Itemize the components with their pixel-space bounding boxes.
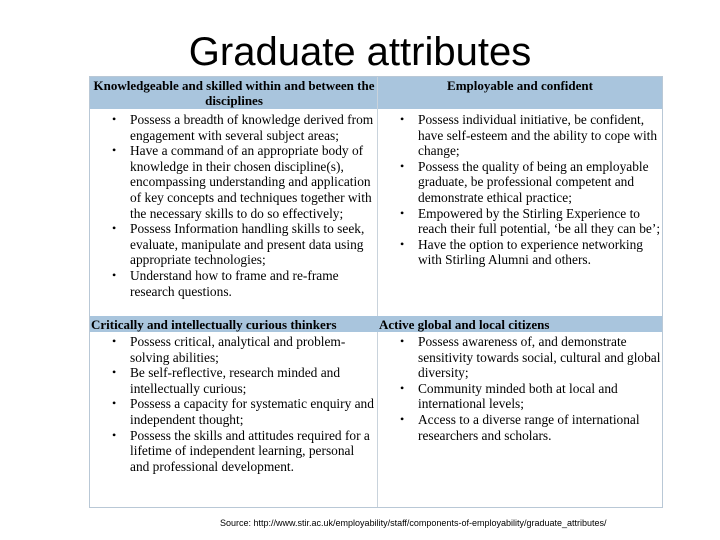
list-item: • Possess individual initiative, be confident, have self-esteem and the ability to cope with change; [378, 112, 661, 159]
attributes-table [89, 76, 663, 508]
header-knowledgeable [90, 78, 378, 110]
list-item: • Understand how to frame and re-frame research questions. [90, 268, 376, 299]
list-item: • Possess the quality of being an employable graduate, be professional competent and demonstrate ethical practice; [378, 159, 661, 206]
list-item: • Access to a diverse range of international researchers and scholars. [378, 412, 661, 443]
header-citizens [379, 317, 661, 332]
list-item: • Possess awareness of, and demonstrate sensitivity towards social, cultural and global diversity; [378, 334, 661, 381]
list-item: • Possess a breadth of knowledge derived from engagement with several subject areas; [90, 112, 376, 143]
list-item: • Possess a capacity for systematic enquiry and independent thought; [90, 396, 376, 427]
source-citation: Source: http://www.stir.ac.uk/employability/staff/components-of-employability/graduate_attributes/ [220, 518, 607, 528]
list-item: • Community minded both at local and international levels; [378, 381, 661, 412]
header-employable [378, 78, 662, 94]
citizens-list [378, 334, 661, 443]
knowledgeable-cell [90, 112, 376, 299]
slide-title: Graduate attributes [188, 30, 532, 74]
list-item: • Have a command of an appropriate body of knowledge in their chosen discipline(s), encompassing understanding and application of key concepts and techniques together with the necessary skills to do so effectively; [90, 143, 376, 221]
list-item: • Possess Information handling skills to seek, evaluate, manipulate and present data using appropriate technologies; [90, 221, 376, 268]
header-employable-text: Employable and confident [447, 78, 593, 93]
employable-cell [378, 112, 661, 268]
citizens-cell [378, 334, 661, 443]
header-critical [91, 317, 377, 332]
list-item: • Empowered by the Stirling Experience to reach their full potential, ‘be all they can be’; [378, 206, 661, 237]
list-item: • Have the option to experience networking with Stirling Alumni and others. [378, 237, 661, 268]
header-knowledgeable-text: Knowledgeable and skilled within and between the disciplines [93, 78, 375, 108]
list-item: • Be self-reflective, research minded and intellectually curious; [90, 365, 376, 396]
critical-cell [90, 334, 376, 474]
employable-list [378, 112, 661, 268]
header-citizens-text: Active global and local citizens [379, 317, 550, 332]
knowledgeable-list [90, 112, 376, 299]
header-critical-text: Critically and intellectually curious thinkers [91, 317, 337, 332]
list-item: • Possess the skills and attitudes required for a lifetime of independent learning, personal and professional development. [90, 428, 376, 475]
critical-list [90, 334, 376, 474]
list-item: • Possess critical, analytical and problem-solving abilities; [90, 334, 376, 365]
